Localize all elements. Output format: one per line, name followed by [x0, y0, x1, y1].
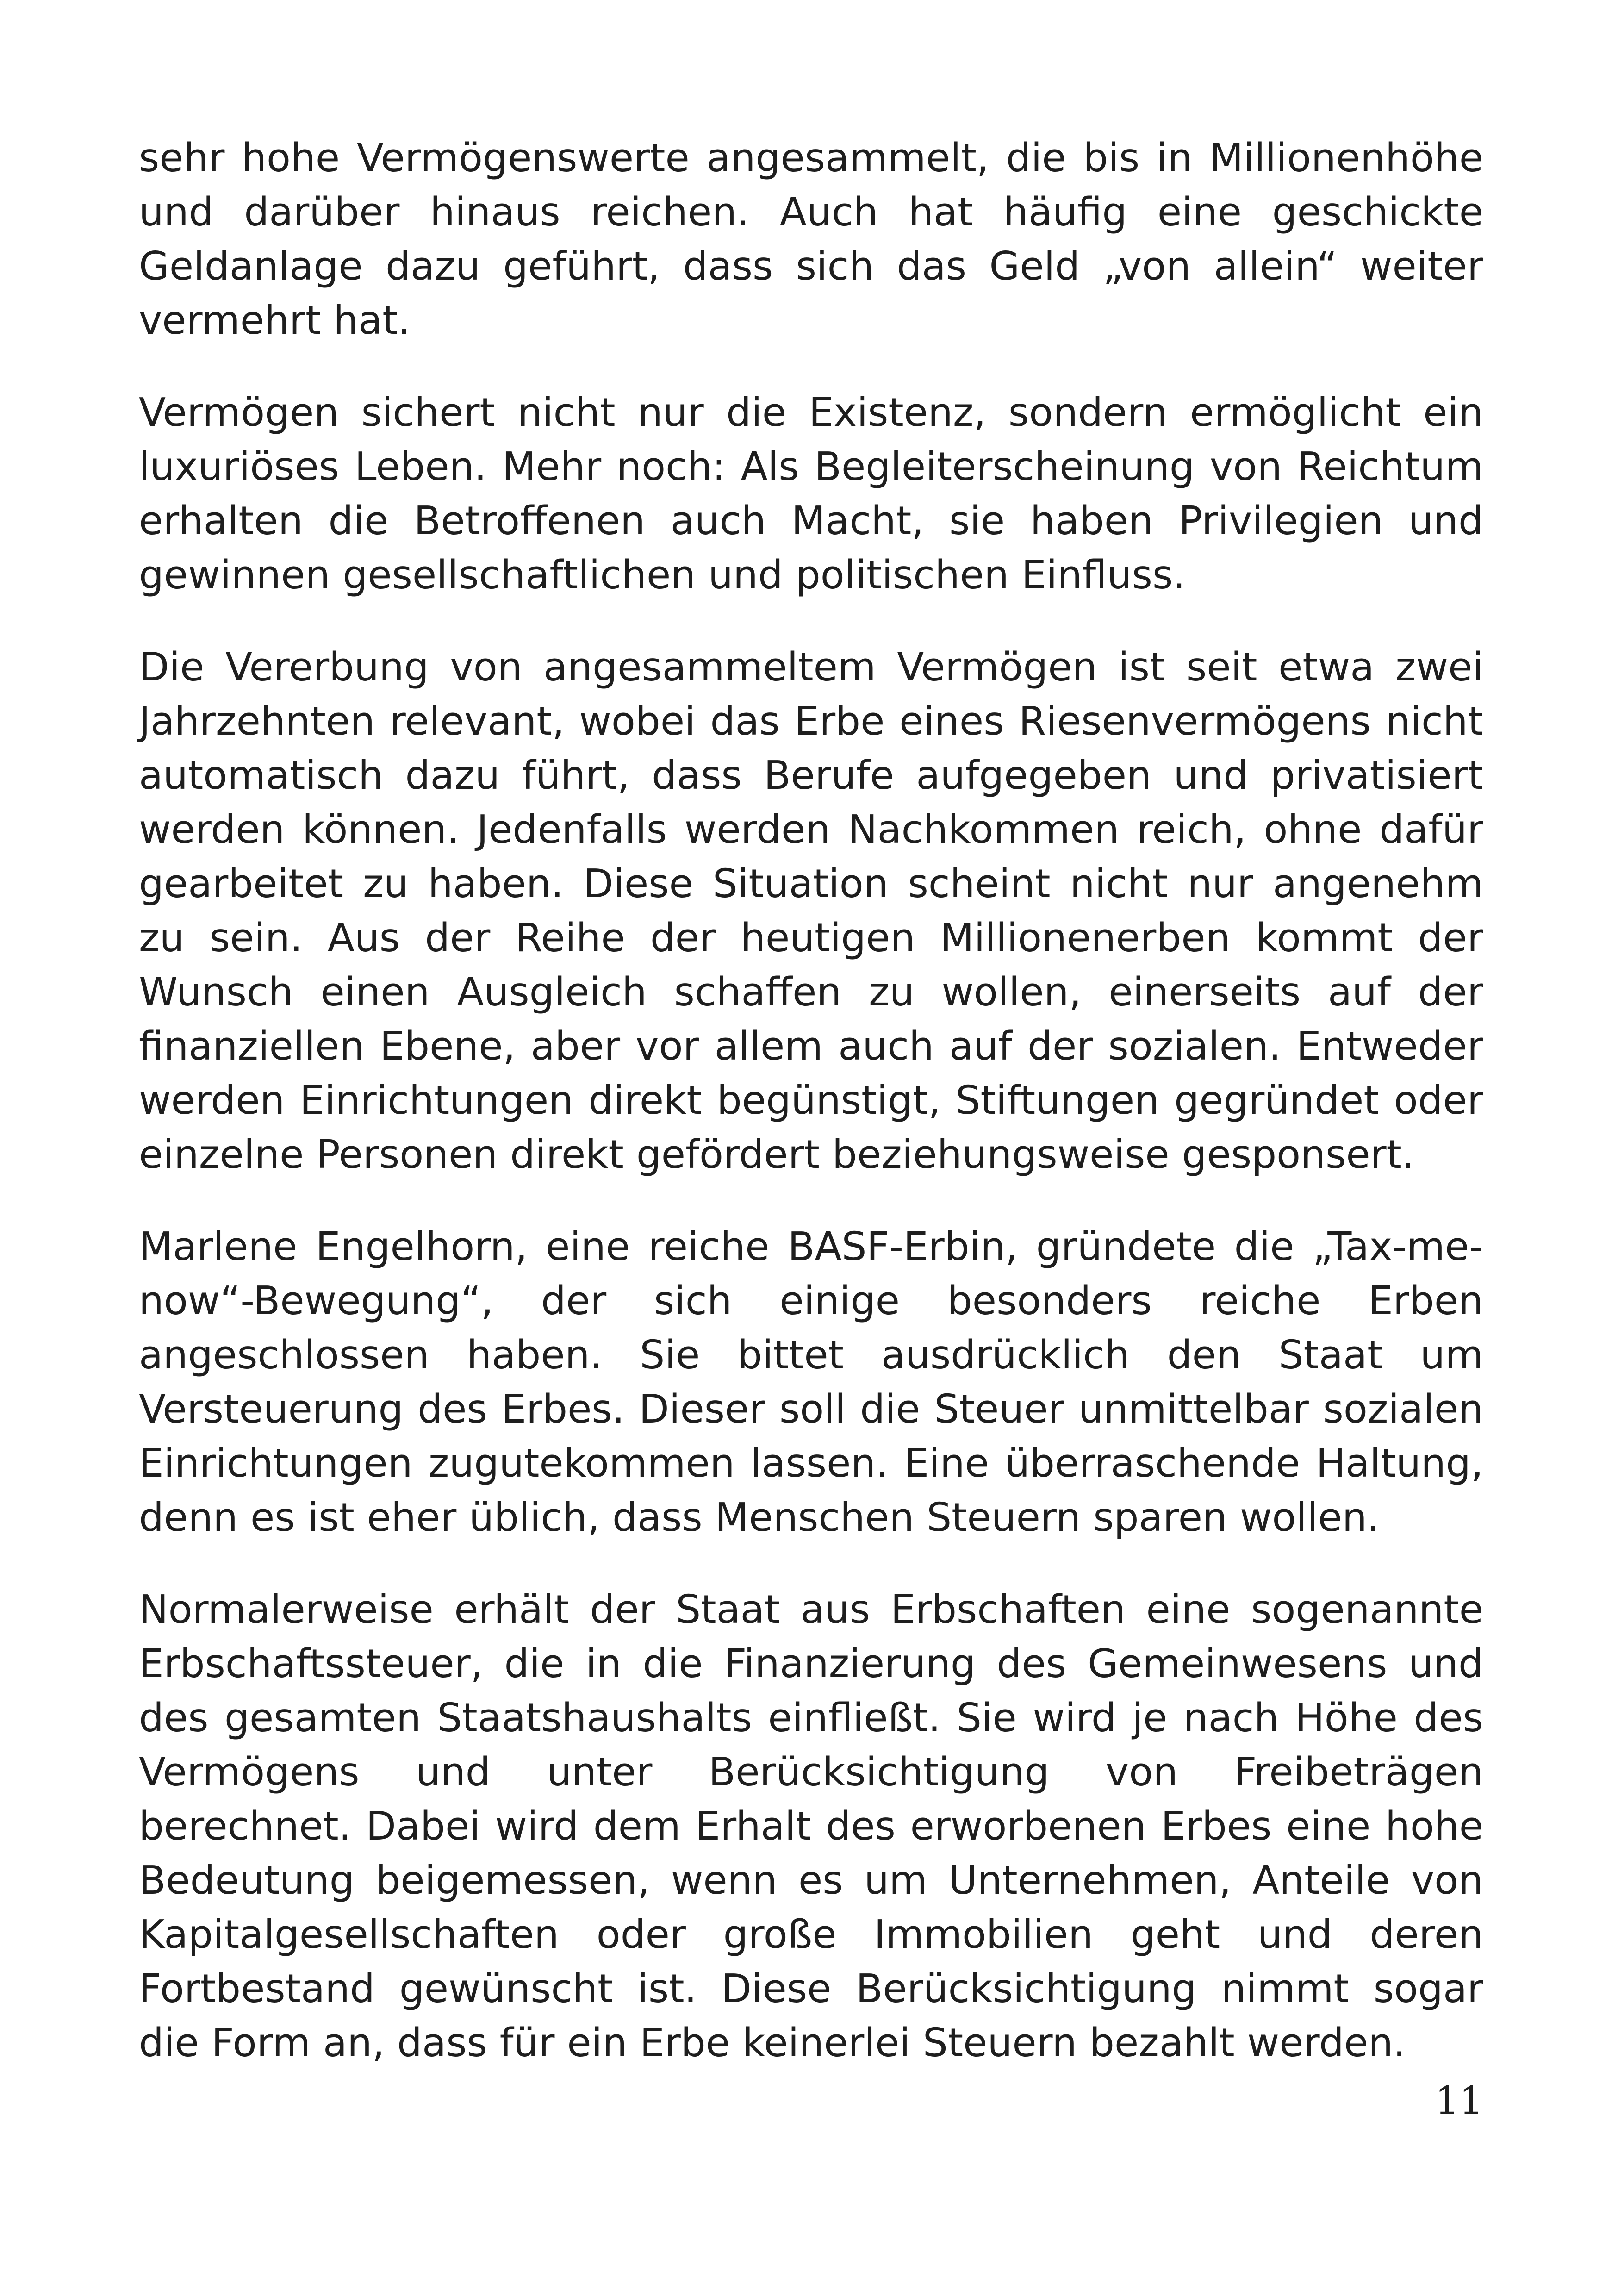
- body-text: [139, 131, 1483, 2108]
- paragraph-inheritance: Die Vererbung von angesammeltem Vermögen ist seit etwa zwei Jahrzehnten relevant, wobei das Erbe eines Riesenvermögens nicht automatisch dazu führt, dass Berufe aufgegeben und privatisiert werden können. Jedenfalls werden Nachkommen reich, ohne dafür gearbeitet zu haben. Diese Situation scheint nicht nur angenehm zu sein. Aus der Reihe der heutigen Millionenerben kommt der Wunsch einen Ausgleich schaffen zu wollen, einerseits auf der finanziellen Ebene, aber vor allem auch auf der sozialen. Entweder werden Einrichtungen direkt begünstigt, Stiftungen gegründet oder einzelne Personen direkt gefördert beziehungsweise gesponsert.: [139, 644, 1483, 1178]
- paragraph-wealth-privileges: Vermögen sichert nicht nur die Existenz, sondern ermöglicht ein luxuriöses Leben. Mehr noch: Als Begleiterscheinung von Reichtum erhalten die Betroffenen auch Macht, sie haben Privilegien und gewinnen gesellschaftlichen und politischen Einfluss.: [139, 390, 1483, 598]
- paragraph-tax-me-now: Marlene Engelhorn, eine reiche BASF-Erbin, gründete die „Tax-me-now“-Bewegung“, der sich einige besonders reiche Erben angeschlossen haben. Sie bittet ausdrücklich den Staat um Versteuerung des Erbes. Dieser soll die Steuer unmittelbar sozialen Einrichtungen zugutekommen lassen. Eine überraschende Haltung, denn es ist eher üblich, dass Menschen Steuern sparen wollen.: [139, 1224, 1483, 1541]
- page-number: 11: [1435, 2079, 1483, 2123]
- paragraph-wealth-accumulation: sehr hohe Vermögenswerte angesammelt, die bis in Millionenhöhe und darüber hinaus reichen. Auch hat häufig eine geschickte Geldanlage dazu geführt, dass sich das Geld „von allein“ weiter vermehrt hat.: [139, 135, 1483, 343]
- paragraph-inheritance-tax: Normalerweise erhält der Staat aus Erbschaften eine sogenannte Erbschaftssteuer, die in die Finanzierung des Gemeinwesens und des gesamten Staatshaushalts einfließt. Sie wird je nach Höhe des Vermögens und unter Berücksichtigung von Freibeträgen berechnet. Dabei wird dem Erhalt des erworbenen Erbes eine hohe Bedeutung beigemessen, wenn es um Unternehmen, Anteile von Kapitalgesellschaften oder große Immobilien geht und deren Fortbestand gewünscht ist. Diese Berücksichtigung nimmt sogar die Form an, dass für ein Erbe keinerlei Steuern bezahlt werden.: [139, 1587, 1483, 2066]
